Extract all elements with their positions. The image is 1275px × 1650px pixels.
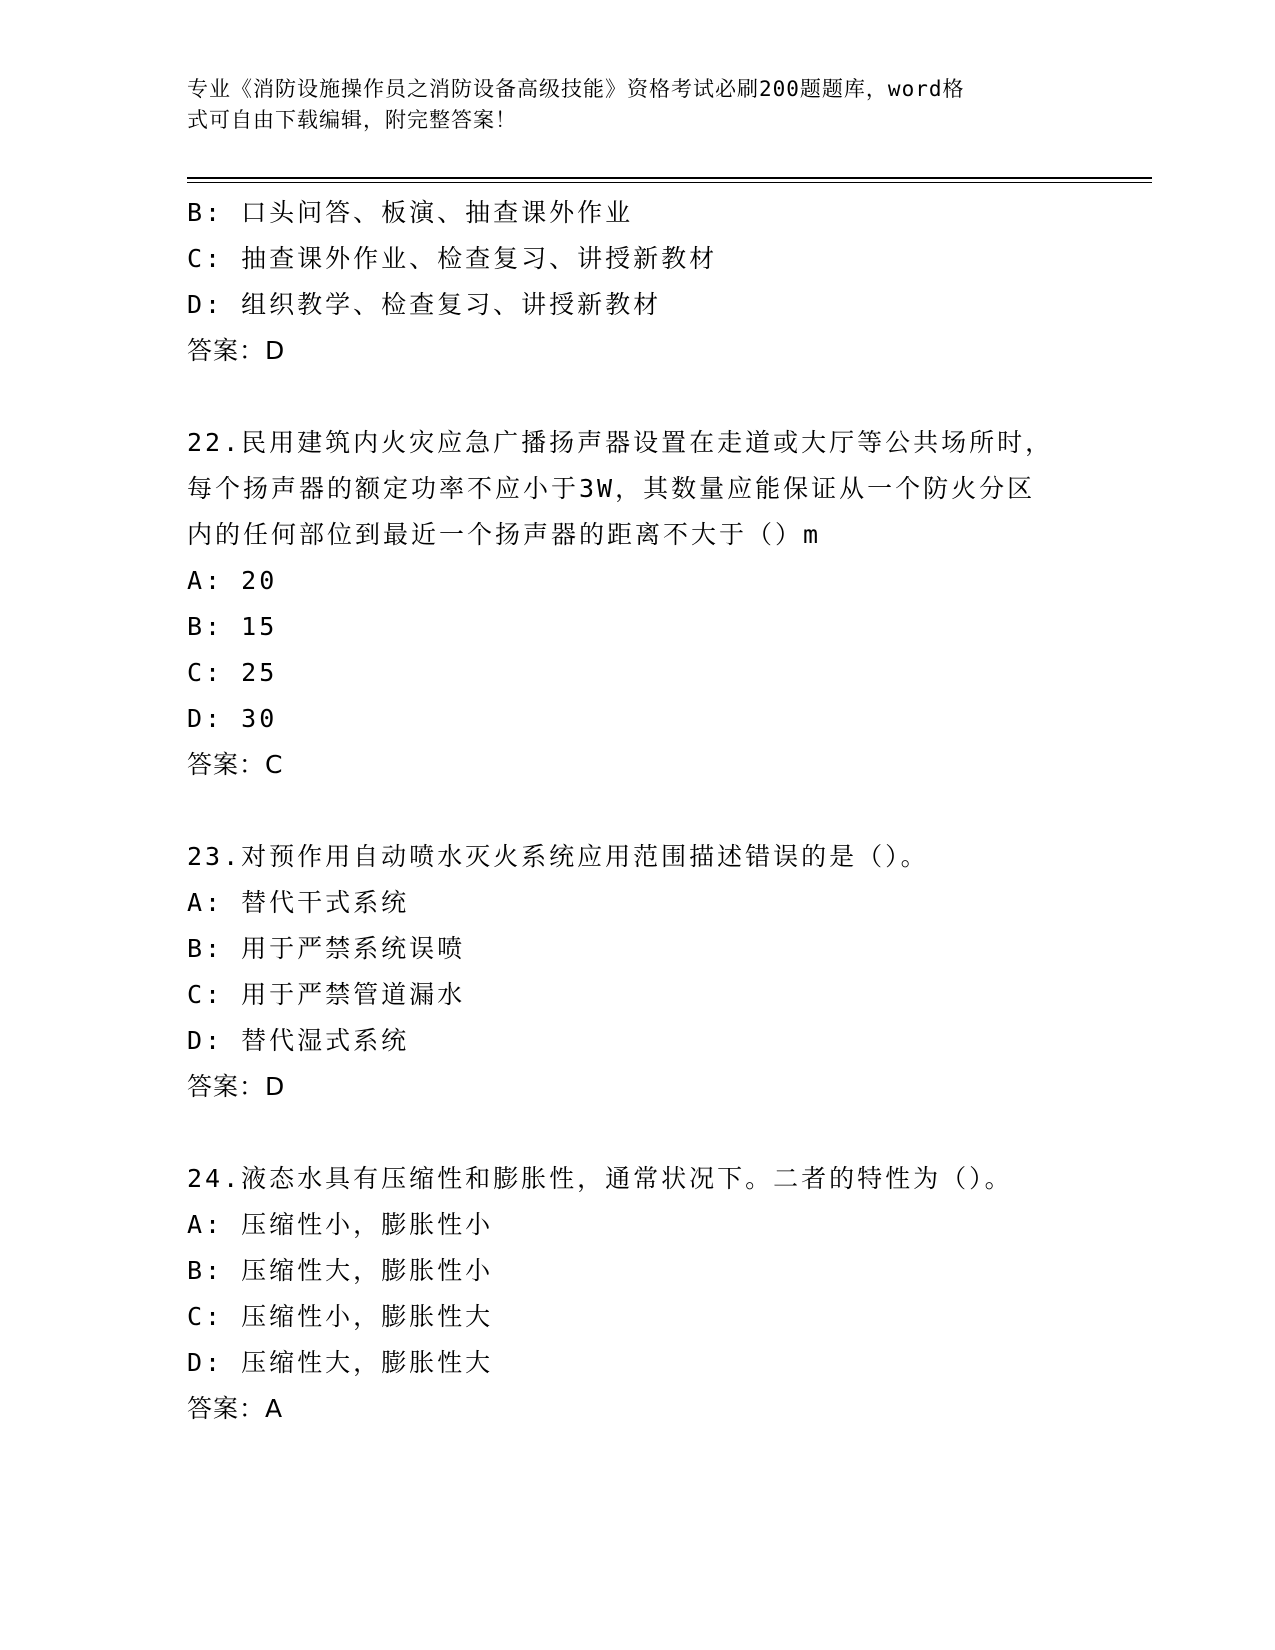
option-c: C: 25 [187, 658, 278, 687]
option-d: D: 替代湿式系统 [187, 1026, 410, 1055]
question-text-line-3: 内的任何部位到最近一个扬声器的距离不大于（）m [187, 520, 822, 549]
answer-line: 答案：A [187, 1394, 284, 1423]
question-22 [187, 420, 1087, 788]
option-b: B: 用于严禁系统误喷 [187, 934, 466, 963]
spacer [187, 788, 1087, 834]
header-line-2: 式可自由下载编辑，附完整答案！ [187, 108, 517, 132]
option-b: B: 压缩性大，膨胀性小 [187, 1256, 494, 1285]
header-rule-thin [187, 182, 1152, 183]
option-d: D: 30 [187, 704, 278, 733]
option-a: A: 20 [187, 566, 278, 595]
question-21 [187, 190, 1087, 374]
question-text: 24.液态水具有压缩性和膨胀性，通常状况下。二者的特性为（）。 [187, 1164, 1013, 1193]
option-d: D: 压缩性大，膨胀性大 [187, 1348, 494, 1377]
question-text-line-1: 22.民用建筑内火灾应急广播扬声器设置在走道或大厅等公共场所时， [187, 428, 1054, 457]
document-header [187, 74, 1067, 136]
answer-line: 答案：D [187, 1072, 286, 1101]
spacer [187, 1110, 1087, 1156]
question-text-line-2: 每个扬声器的额定功率不应小于3W，其数量应能保证从一个防火分区 [187, 474, 1036, 503]
question-list [187, 190, 1087, 1432]
answer-line: 答案：C [187, 750, 284, 779]
option-a: A: 替代干式系统 [187, 888, 410, 917]
header-line-1: 专业《消防设施操作员之消防设备高级技能》资格考试必刷200题题库，word格 [187, 77, 965, 101]
answer-line: 答案：D [187, 336, 286, 365]
question-text: 23.对预作用自动喷水灭火系统应用范围描述错误的是（）。 [187, 842, 929, 871]
option-b: B: 口头问答、板演、抽查课外作业 [187, 198, 634, 227]
option-c: C: 抽查课外作业、检查复习、讲授新教材 [187, 244, 718, 273]
question-24 [187, 1156, 1087, 1432]
spacer [187, 374, 1087, 420]
option-b: B: 15 [187, 612, 278, 641]
option-d: D: 组织教学、检查复习、讲授新教材 [187, 290, 662, 319]
header-rule-thick [187, 177, 1152, 179]
option-a: A: 压缩性小，膨胀性小 [187, 1210, 494, 1239]
question-23 [187, 834, 1087, 1110]
option-c: C: 压缩性小，膨胀性大 [187, 1302, 494, 1331]
option-c: C: 用于严禁管道漏水 [187, 980, 466, 1009]
